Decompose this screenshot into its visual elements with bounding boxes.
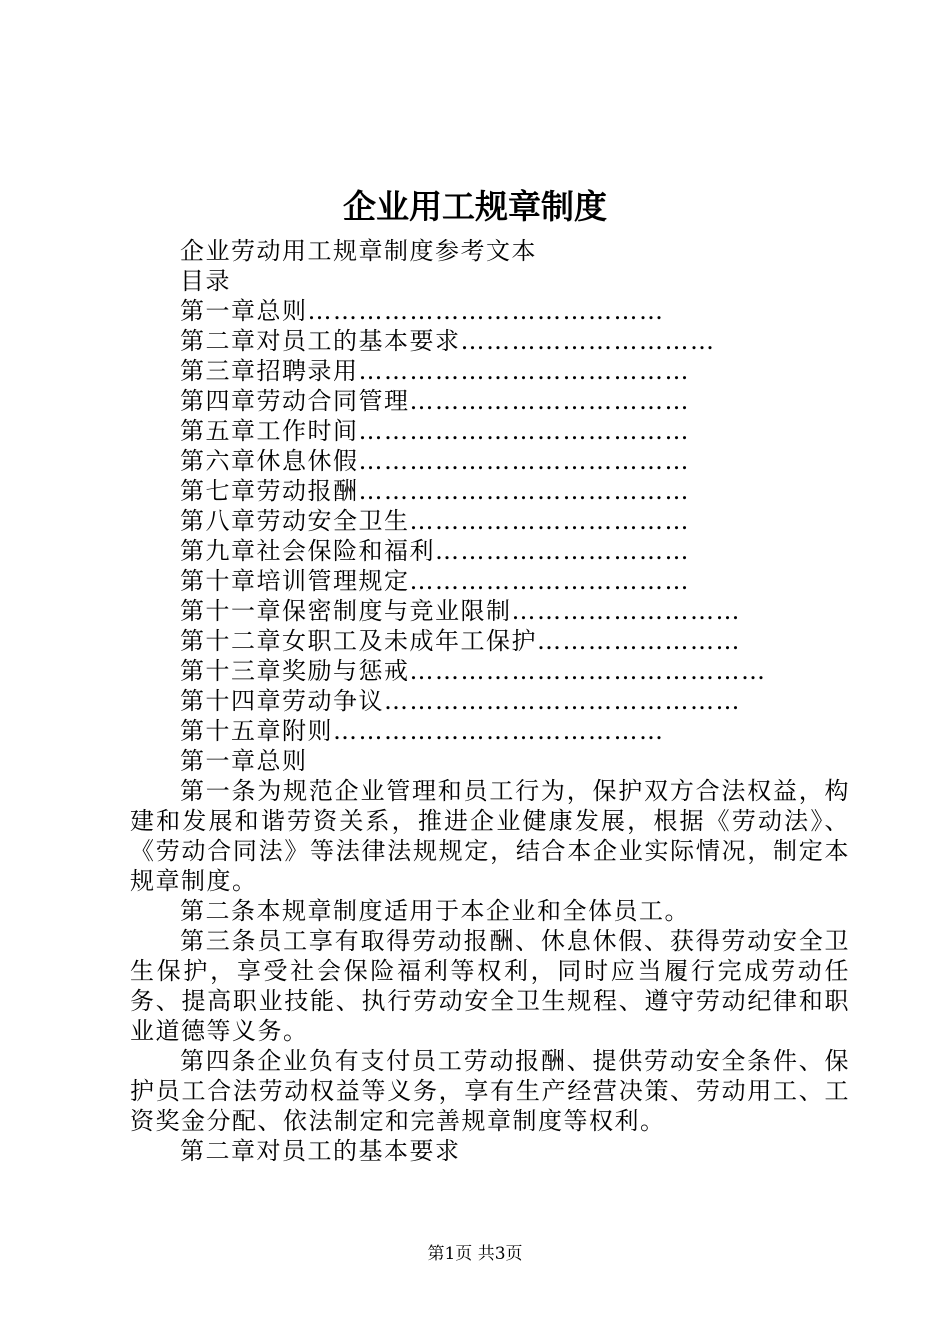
article-paragraph: 第二条本规章制度适用于本企业和全体员工。 <box>180 897 690 925</box>
toc-entry: 第四章劳动合同管理…………………………… <box>180 387 690 415</box>
article-paragraph: 第三条员工享有取得劳动报酬、休息休假、获得劳动安全卫生保护，享受社会保险福利等权利，同时应当履行完成劳动任务、提高职业技能、执行劳动安全卫生规程、遵守劳动纪律和职业道德等义务。 <box>130 927 850 1045</box>
document-body <box>130 236 850 1166</box>
table-of-contents <box>130 296 850 746</box>
document-title: 企业用工规章制度 <box>343 187 607 226</box>
toc-entry: 第六章休息休假………………………………… <box>180 447 690 475</box>
article-paragraph: 第一条为规范企业管理和员工行为，保护双方合法权益，构建和发展和谐劳资关系，推进企业健康发展，根据《劳动法》、《劳动合同法》等法律法规规定，结合本企业实际情况，制定本规章制度。 <box>130 777 850 895</box>
toc-entry: 第一章总则…………………………………… <box>180 297 665 325</box>
toc-entry: 第十四章劳动争议…………………………………… <box>180 687 741 715</box>
toc-entry: 第十二章女职工及未成年工保护…………………… <box>180 627 741 655</box>
chapter-heading: 第二章对员工的基本要求 <box>180 1137 461 1165</box>
page-number: 第1页 共3页 <box>427 1244 523 1264</box>
toc-entry: 第五章工作时间………………………………… <box>180 417 690 445</box>
chapter-heading: 第一章总则 <box>180 747 308 775</box>
subtitle: 企业劳动用工规章制度参考文本 <box>180 237 537 265</box>
toc-entry: 第九章社会保险和福利………………………… <box>180 537 690 565</box>
toc-entry: 第十章培训管理规定…………………………… <box>180 567 690 595</box>
toc-entry: 第十一章保密制度与竞业限制……………………… <box>180 597 741 625</box>
toc-entry: 第八章劳动安全卫生…………………………… <box>180 507 690 535</box>
toc-heading: 目录 <box>180 267 231 295</box>
toc-entry: 第七章劳动报酬………………………………… <box>180 477 690 505</box>
toc-entry: 第十五章附则………………………………… <box>180 717 665 745</box>
article-paragraph: 第四条企业负有支付员工劳动报酬、提供劳动安全条件、保护员工合法劳动权益等义务，享有生产经营决策、劳动用工、工资奖金分配、依法制定和完善规章制度等权利。 <box>130 1047 850 1135</box>
toc-entry: 第三章招聘录用………………………………… <box>180 357 690 385</box>
toc-entry: 第二章对员工的基本要求………………………… <box>180 327 716 355</box>
toc-entry: 第十三章奖励与惩戒…………………………………… <box>180 657 767 685</box>
